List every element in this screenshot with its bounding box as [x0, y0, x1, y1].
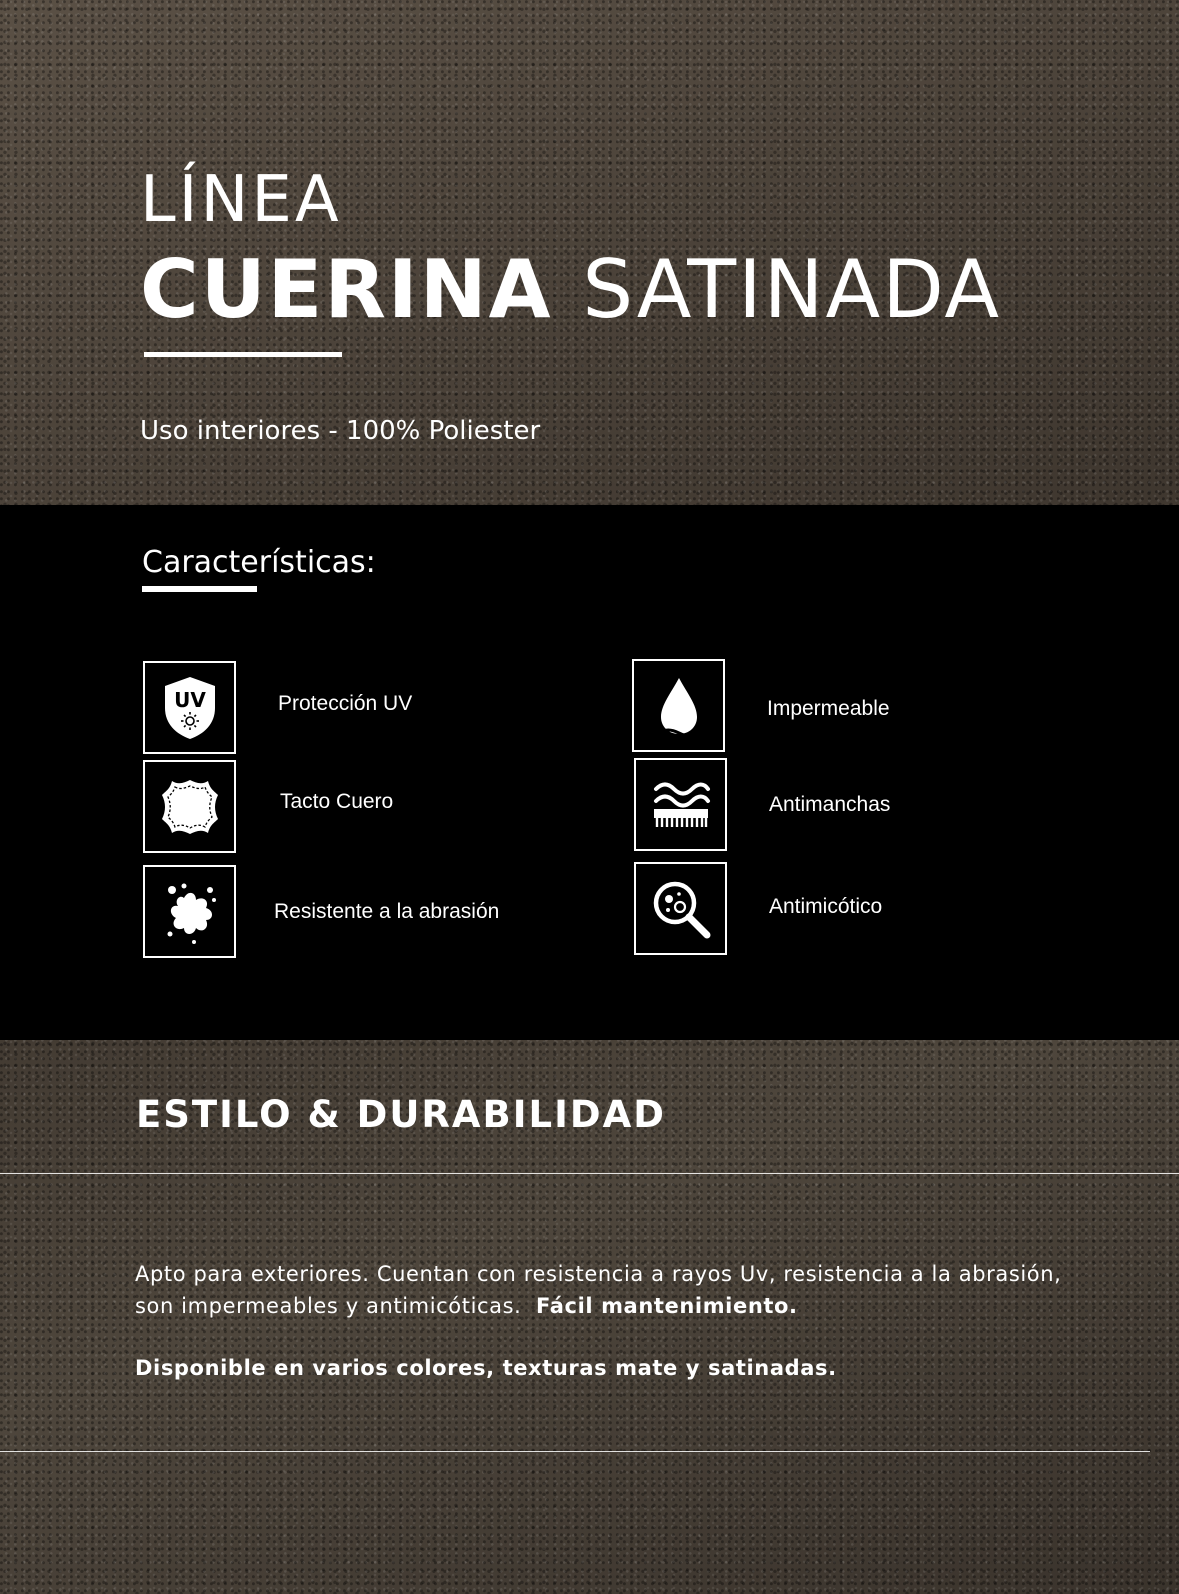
description [135, 1258, 1075, 1322]
feature-label: Antimicótico [769, 895, 883, 918]
maintenance-highlight: Fácil mantenimiento. [536, 1294, 798, 1318]
product-title-light: SATINADA [582, 243, 1002, 336]
water-drop-icon [632, 659, 725, 752]
feature-label: Impermeable [767, 697, 890, 720]
availability-note: Disponible en varios colores, texturas mate y satinadas. [135, 1356, 837, 1380]
feature-label: Protección UV [278, 692, 413, 715]
divider-top [0, 1173, 1179, 1174]
hero-section [0, 0, 1179, 505]
usage-subtitle: Uso interiores - 100% Poliester [140, 416, 541, 446]
brush-wave-icon [634, 758, 727, 851]
section-heading: ESTILO & DURABILIDAD [136, 1093, 666, 1136]
features-underline [142, 586, 257, 592]
uv-shield-icon [143, 661, 236, 754]
splash-icon [143, 865, 236, 958]
leather-hide-icon [143, 760, 236, 853]
magnifier-microbe-icon [634, 862, 727, 955]
title-underline [144, 352, 342, 357]
feature-label: Resistente a la abrasión [274, 900, 500, 923]
svg-text:UV: UV [173, 687, 206, 712]
product-title [140, 243, 1002, 336]
feature-label: Antimanchas [769, 793, 891, 816]
product-title-bold: CUERINA [140, 243, 553, 336]
description-text: Apto para exteriores. Cuentan con resistencia a rayos Uv, resistencia a la abrasión, son impermeables y antimicóticas. [135, 1262, 1062, 1318]
divider-bottom [0, 1451, 1150, 1452]
title-line: LÍNEA [140, 163, 342, 237]
feature-label: Tacto Cuero [280, 790, 394, 813]
features-heading: Características: [142, 545, 376, 580]
